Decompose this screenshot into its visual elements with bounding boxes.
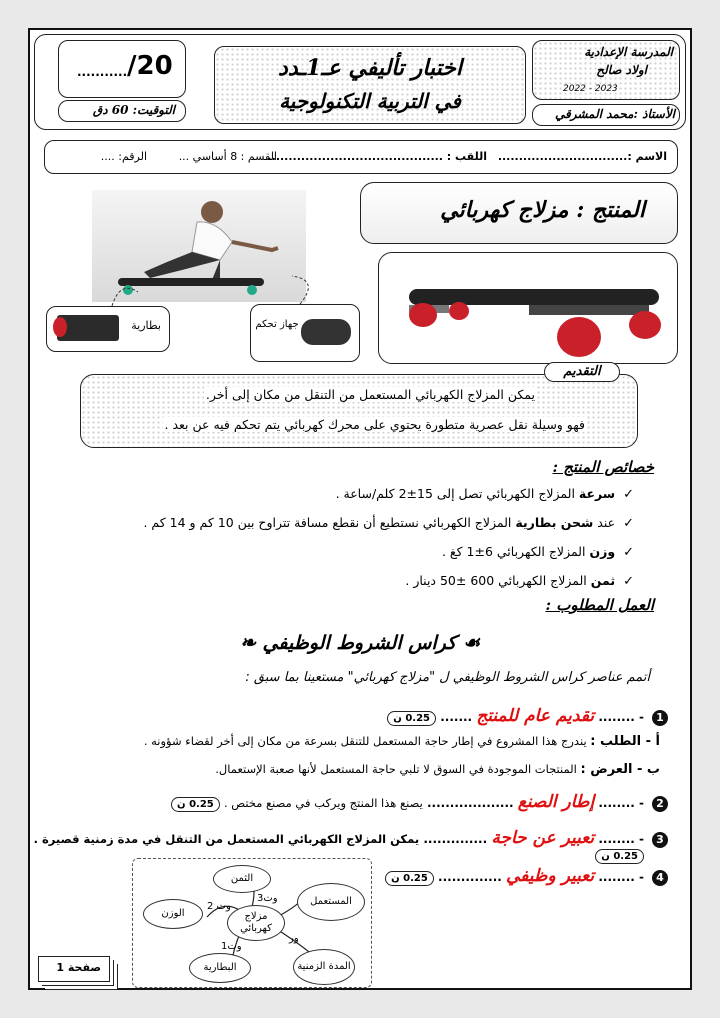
q4-answer: تعبير وظيفي [506,866,595,886]
ornament-icon: ☙ [456,632,480,654]
feature-speed: ✓سرعة المزلاج الكهربائي تصل إلى 15±2 كلم/ساعة . [335,486,634,502]
node-price: الثمن [213,865,271,893]
doc-title: ❧ كراس الشروط الوظيفي ☙ [240,632,480,654]
teacher-name: الأستاذ :محمد المشرقي [554,107,675,121]
node-battery: البطارية [189,953,251,983]
q1-row: - ........ تقديم عام للمنتج ....... 0.25 ن [387,706,644,726]
label-ft1: وت1 [221,941,242,952]
label-fu: ور [289,933,299,944]
class-field[interactable]: القسم : 8 أساسي ... [178,150,277,163]
callout-arrows [30,30,694,370]
features-heading: خصائص المنتج : [552,458,654,476]
q1-points: 0.25 ن [387,711,436,726]
node-user: المستعمل [297,883,365,921]
exam-page [28,28,692,990]
page-number: صفحة 1 [56,961,101,974]
q3-number: 3 [652,832,668,848]
feature-price: ✓ثمن المزلاج الكهربائي 600 ±50 دينار . [405,573,634,589]
q3-row: - ........ تعبير عن حاجة .............. يمكن المزلاج الكهربائي المستعمل من التنقل في مدة زمنية قصيرة . 0.25 ن [33,828,644,862]
work-heading: العمل المطلوب : [545,596,654,614]
surname-field[interactable]: اللقب : .......................................... [267,150,487,163]
score-total: /20 [127,51,173,81]
q3-answer: تعبير عن حاجة [491,828,595,848]
function-diagram [132,858,372,988]
q3-points: 0.25 ن [595,849,644,864]
q2-answer: إطار الصنع [517,792,595,812]
check-icon: ✓ [623,516,634,531]
q2-points: 0.25 ن [171,797,220,812]
label-ft3: وت3 [257,893,278,904]
intro-line-2: فهو وسيلة نقل عصرية متطورة يحتوي على محرك كهربائي يتم تحكم فيه عن بعد . [164,417,585,432]
name-field[interactable]: الاسم :............................... [497,150,667,163]
check-icon: ✓ [623,574,634,589]
school-name: المدرسة الإعدادية [584,45,673,59]
controller-label: جهاز تحكم [255,319,299,330]
intro-box [80,374,638,448]
intro-heading: التقديم [544,362,620,382]
page-number-box [38,956,110,982]
q1-answer: تقديم عام للمنتج [476,706,595,726]
q2-number: 2 [652,796,668,812]
school-year: 2022 - 2023 [563,84,618,94]
feature-battery: ✓عند شحن بطارية المزلاج الكهربائي نستطيع أن نقطع مسافة تتراوح بين 10 كم و 14 كم . [143,515,634,531]
feature-weight: ✓وزن المزلاج الكهربائي 6±1 كغ . [441,544,634,560]
check-icon: ✓ [623,545,634,560]
node-weight: الوزن [143,899,203,929]
exam-title: اختبار تأليفي عـ1ـدد [278,55,462,81]
q1b-row: ب - العرض : المنتجات الموجودة في السوق لا تلبي حاجة المستعمل لأنها صعبة الإستعمال. [215,762,660,777]
node-duration: المدة الزمنية [293,949,355,985]
node-center: مزلاج كهربائي [227,905,285,941]
school-town: اولاد صالح [596,63,647,77]
label-ft2: وت 2 [207,901,231,912]
q1a-row: أ - الطلب : يندرج هذا المشروع في إطار حاجة المستعمل للتنقل بسرعة من مكان إلى أخر لقضاء شؤونه . [143,734,660,749]
q4-points: 0.25 ن [385,871,434,886]
ornament-icon: ❧ [240,632,263,654]
check-icon: ✓ [623,487,634,502]
q4-number: 4 [652,870,668,886]
intro-line-1: يمكن المزلاج الكهربائي المستعمل من التنقل من مكان إلى أخر. [205,387,535,402]
product-title: المنتج : مزلاج كهربائي [440,197,645,223]
battery-label: بطارية [131,319,161,332]
q4-row: - ........ تعبير وظيفي .............. 0.25 ن [385,866,644,886]
number-field[interactable]: الرقم: .... [100,150,147,163]
duration: التوقيت: 60 دق [92,103,175,117]
q1-number: 1 [652,710,668,726]
instruction: أتمم عناصر كراس الشروط الوظيفي ل "مزلاج كهربائي" مستعينا بما سبق : [245,670,650,685]
q2-row: - ........ إطار الصنع ................... يصنع هذا المنتج ويركب في مصنع مختص . 0.25 ن [171,792,644,812]
exam-subject: في التربية التكنولوجية [279,89,461,113]
score-blank[interactable]: ........... [77,65,128,79]
